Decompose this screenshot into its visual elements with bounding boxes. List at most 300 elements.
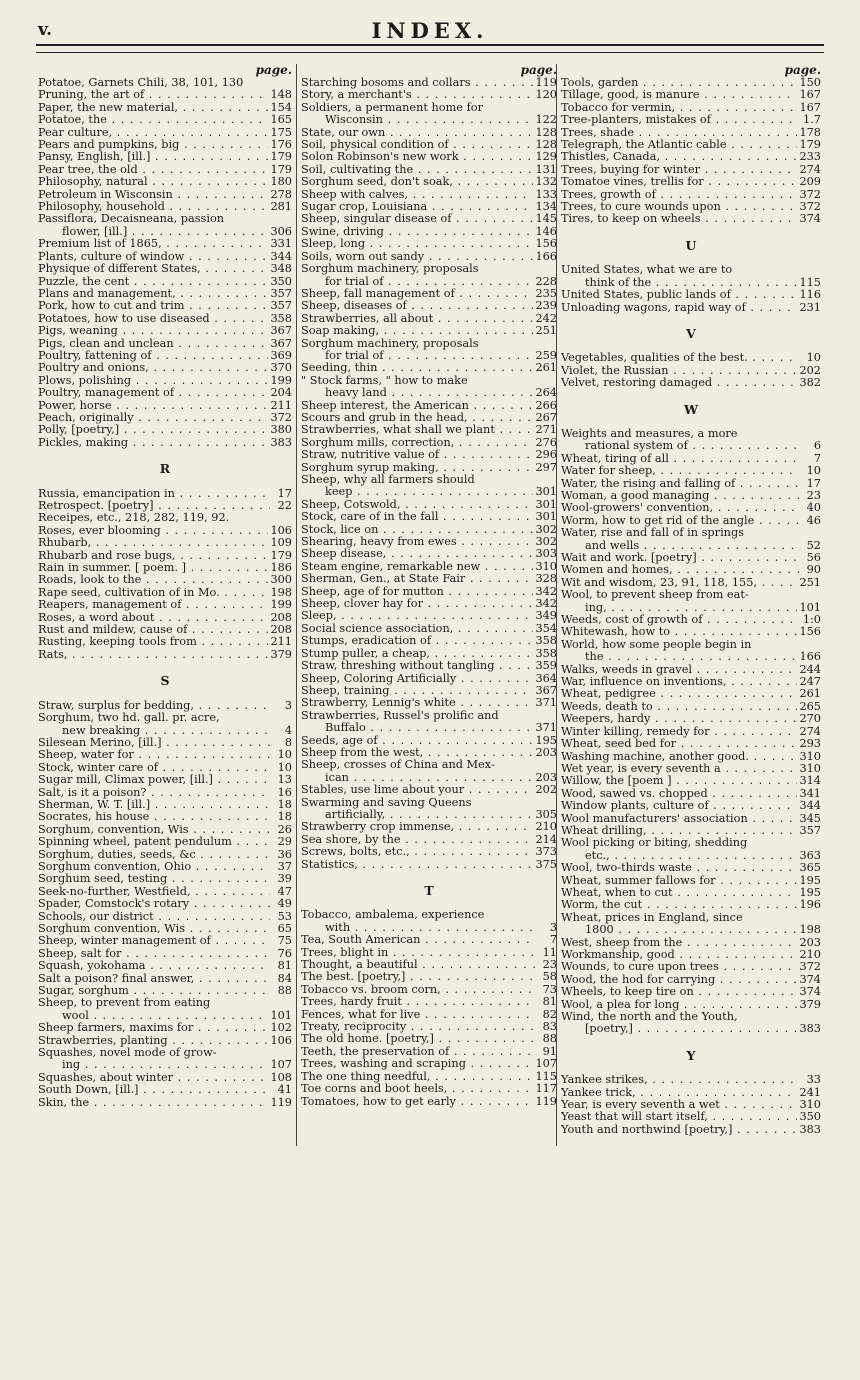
index-entry	[301, 1071, 557, 1083]
entry-page-number: 358	[270, 311, 292, 325]
index-entry	[38, 251, 292, 263]
index-entry-continuation	[561, 850, 821, 862]
entry-page-number: 56	[806, 551, 821, 564]
index-entry-continuation	[561, 1023, 821, 1035]
entry-text: Stock, winter care of . . .	[38, 762, 270, 774]
entry-text: Wood, sawed vs. chopped . . .	[561, 788, 797, 800]
entry-page-number: 199	[270, 598, 292, 612]
index-entry	[561, 176, 821, 188]
entry-text: Stumps, eradication of . . .	[301, 635, 533, 647]
entry-text: Weeds, cost of growth of . . .	[561, 614, 799, 626]
entry-page-number: 214	[535, 832, 557, 846]
entry-text: Sugar crop, Louisiana . . .	[301, 201, 533, 213]
entry-text: Steam engine, remarkable new . . .	[301, 561, 533, 573]
entry-text: Sheep disease, . . .	[301, 548, 533, 560]
entry-page-number: 247	[799, 675, 821, 689]
entry-page-number: 379	[270, 647, 292, 661]
index-entry	[38, 189, 292, 201]
index-entry	[561, 289, 821, 301]
entry-text: Wheat, when to cut . . .	[561, 887, 797, 899]
index-entry	[38, 787, 292, 799]
entry-page-number: 198	[270, 585, 292, 599]
section-letter: Y	[686, 1047, 696, 1063]
index-entry: World, how some people begin in	[561, 637, 752, 651]
entry-text: Wheat, pedigree . . .	[561, 688, 797, 700]
entry-page-number: 251	[799, 575, 821, 589]
index-entry	[301, 164, 557, 176]
entry-page-number: 167	[799, 100, 821, 114]
entry-page-number: 36	[277, 847, 292, 861]
entry-page-number: 3	[284, 698, 292, 712]
entry-page-number: 196	[799, 898, 821, 912]
index-entry-continuation	[561, 277, 821, 289]
entry-page-number: 49	[277, 897, 292, 911]
entry-page-number: 1.7	[803, 113, 821, 127]
entry-text: Premium list of 1865, . . .	[38, 238, 268, 250]
index-entry	[301, 213, 557, 225]
entry-page-number: 372	[799, 187, 821, 201]
entry-page-number: 265	[799, 699, 821, 713]
entry-page-number: 195	[799, 873, 821, 887]
index-entry	[38, 276, 292, 288]
index-entry	[301, 648, 557, 660]
entry-text: Telegraph, the Atlantic cable . . .	[561, 139, 797, 151]
entry-text: Schools, our district . . .	[38, 911, 270, 923]
index-entry-continuation	[301, 722, 557, 734]
entry-text: the . . .	[585, 651, 797, 663]
entry-text: Soil, physical condition of . . .	[301, 139, 533, 151]
entry-page-number: 58	[542, 970, 557, 984]
entry-page-number: 166	[799, 650, 821, 664]
entry-text: Youth and northwind [poetry,] . . .	[561, 1124, 797, 1136]
index-entry: Water, rise and fall of in springs	[561, 526, 744, 540]
entry-page-number: 4	[284, 723, 292, 737]
entry-text: Roses, a word about . . .	[38, 612, 268, 624]
entry-page-number: 29	[277, 835, 292, 849]
index-entry	[38, 799, 292, 811]
entry-page-number: 344	[270, 249, 292, 263]
entry-text: Sugar, sorghum . . .	[38, 985, 270, 997]
index-entry	[38, 238, 292, 250]
entry-page-number: 363	[799, 848, 821, 862]
index-entry	[38, 948, 292, 960]
entry-text: Petroleum in Wisconsin . . .	[38, 189, 268, 201]
entry-page-number: 148	[270, 88, 292, 102]
entry-text: Socrates, his house . . .	[38, 811, 270, 823]
entry-text: Sheep, fall management of . . .	[301, 288, 533, 300]
index-entry	[561, 1087, 821, 1099]
index-entry	[561, 102, 821, 114]
index-entry	[38, 1097, 292, 1109]
entry-text: Sorghum syrup making, . . .	[301, 462, 533, 474]
entry-text: Strawberries, planting . . .	[38, 1035, 268, 1047]
entry-page-number: 23	[542, 958, 557, 972]
entry-text: Wisconsin . . .	[325, 114, 533, 126]
entry-page-number: 210	[535, 820, 557, 834]
entry-page-number: 17	[806, 476, 821, 490]
entry-text: Yankee trick, . . .	[561, 1087, 797, 1099]
entry-text: Sheep, water for . . .	[38, 749, 270, 761]
entry-text: Soap making, . . .	[301, 325, 533, 337]
entry-page-number: 6	[813, 439, 821, 453]
index-entry	[561, 490, 821, 502]
entry-text: Pruning, the art of . . .	[38, 89, 268, 101]
entry-text: Pear tree, the old . . .	[38, 164, 268, 176]
index-entry	[301, 859, 557, 871]
entry-page-number: 259	[535, 348, 557, 362]
entry-page-number: 303	[535, 547, 557, 561]
entry-text: Soils, worn out sandy . . .	[301, 251, 533, 263]
entry-page-number: 369	[270, 348, 292, 362]
entry-text: Trees, washing and scraping . . .	[301, 1058, 533, 1070]
entry-text: Tools, garden . . .	[561, 77, 797, 89]
entry-page-number: 359	[535, 659, 557, 673]
entry-text: Philosophy, natural . . .	[38, 176, 268, 188]
entry-page-number: 281	[270, 200, 292, 214]
index-entry	[301, 1009, 557, 1021]
index-entry	[561, 974, 821, 986]
entry-text: Sleep, long . . .	[301, 238, 533, 250]
index-entry	[38, 774, 292, 786]
entry-page-number: 40	[806, 501, 821, 515]
entry-text: Sheep from the west, . . .	[301, 747, 533, 759]
entry-text: wool . . .	[62, 1010, 268, 1022]
entry-page-number: 242	[535, 311, 557, 325]
index-column-1	[38, 64, 292, 1109]
entry-page-number: 156	[535, 237, 557, 251]
index-entry	[561, 189, 821, 201]
entry-page-number: 371	[535, 696, 557, 710]
entry-text: ing . . .	[62, 1059, 268, 1071]
index-entry	[301, 635, 557, 647]
entry-page-number: 383	[270, 435, 292, 449]
entry-text: The old home. [poetry,] . . .	[301, 1033, 535, 1045]
header-rule-thin	[36, 52, 824, 53]
index-entry	[301, 437, 557, 449]
entry-page-number: 244	[799, 662, 821, 676]
entry-text: Spinning wheel, patent pendulum . . .	[38, 836, 270, 848]
entry-text: Sorghum, convention, Wis . . .	[38, 824, 270, 836]
entry-text: Sheep, diseases of . . .	[301, 300, 533, 312]
index-entry	[301, 561, 557, 573]
entry-page-number: 374	[799, 212, 821, 226]
entry-page-number: 278	[270, 187, 292, 201]
index-entry-continuation	[301, 276, 557, 288]
entry-page-number: 344	[799, 799, 821, 813]
entry-page-number: 180	[270, 175, 292, 189]
entry-text: Rhubarb and rose bugs, . . .	[38, 550, 268, 562]
entry-text: new breaking . . .	[62, 725, 270, 737]
entry-text: Stables, use lime about your . . .	[301, 784, 533, 796]
index-entry	[38, 488, 292, 500]
index-entry: Strawberries, Russel's prolific and	[301, 708, 499, 722]
entry-text: keep . . .	[325, 486, 533, 498]
entry-text: Rain in summer. [ poem. ] . . .	[38, 562, 268, 574]
entry-text: Wheat drilling, . . .	[561, 825, 797, 837]
entry-text: Trees, shade . . .	[561, 127, 797, 139]
entry-text: Reapers, management of . . .	[38, 599, 268, 611]
entry-text: Plows, polishing . . .	[38, 375, 268, 387]
index-entry	[561, 1074, 821, 1086]
entry-page-number: 348	[270, 262, 292, 276]
index-entry	[561, 875, 821, 887]
entry-page-number: 119	[535, 1094, 557, 1108]
index-entry	[561, 1111, 821, 1123]
index-entry	[301, 947, 557, 959]
index-entry: Swarming and saving Queens	[301, 795, 472, 809]
entry-text: Shearing, heavy from ewes . . .	[301, 536, 533, 548]
entry-page-number: 261	[535, 361, 557, 375]
entry-text: Scours and grub in the head, . . .	[301, 412, 533, 424]
index-entry	[38, 861, 292, 873]
index-entry: Tobacco, ambalema, experience	[301, 908, 485, 922]
entry-text: Roses, ever blooming . . .	[38, 525, 268, 537]
entry-page-number: 109	[270, 536, 292, 550]
index-entry	[301, 288, 557, 300]
entry-text: Violet, the Russian . . .	[561, 365, 797, 377]
index-entry	[301, 959, 557, 971]
entry-page-number: 22	[277, 499, 292, 512]
entry-page-number: 204	[270, 386, 292, 400]
index-entry-continuation	[301, 809, 557, 821]
entry-text: Treaty, reciprocity . . .	[301, 1021, 535, 1033]
index-entry	[561, 986, 821, 998]
entry-text: Sugar mill, Climax power, [ill.] . . .	[38, 774, 270, 786]
entry-page-number: 88	[542, 1032, 557, 1046]
entry-page-number: 176	[270, 138, 292, 152]
index-entry	[301, 300, 557, 312]
entry-text: Sheep, clover hay for . . .	[301, 598, 533, 610]
index-entry	[561, 77, 821, 89]
index-entry	[38, 960, 292, 972]
index-entry-continuation	[561, 540, 821, 552]
entry-page-number: 208	[270, 610, 292, 624]
entry-text: Wool-growers' convention, . . .	[561, 502, 799, 514]
entry-page-number: 23	[806, 488, 821, 502]
entry-text: Buffalo . . .	[325, 722, 533, 734]
index-entry	[561, 751, 821, 763]
entry-text: Potatoes, how to use diseased . . .	[38, 313, 268, 325]
entry-page-number: 231	[799, 300, 821, 314]
entry-page-number: 115	[799, 275, 821, 289]
entry-text: Year, is every seventh a wet . . .	[561, 1099, 797, 1111]
index-entry	[38, 873, 292, 885]
index-entry	[38, 624, 292, 636]
entry-page-number: 266	[535, 398, 557, 412]
entry-page-number: 301	[535, 497, 557, 511]
entry-text: Potatoe, the . . .	[38, 114, 268, 126]
index-entry-continuation	[301, 350, 557, 362]
entry-text: Rhubarb, . . .	[38, 537, 268, 549]
entry-text: Wood, the hod for carrying . . .	[561, 974, 797, 986]
index-entry	[38, 824, 292, 836]
entry-page-number: 195	[535, 733, 557, 747]
index-entry	[38, 574, 292, 586]
entry-page-number: 108	[270, 1070, 292, 1084]
entry-text: Roads, look to the . . .	[38, 574, 268, 586]
index-entry	[38, 612, 292, 624]
entry-text: West, sheep from the . . .	[561, 937, 797, 949]
entry-text: Tires, to keep on wheels . . .	[561, 213, 797, 225]
entry-page-number: 10	[806, 464, 821, 478]
index-entry	[561, 201, 821, 213]
entry-page-number: 310	[799, 749, 821, 763]
entry-text: Poultry, fattening of . . .	[38, 350, 268, 362]
entry-text: Wool, a plea for long . . .	[561, 999, 797, 1011]
entry-text: Tomatoes, how to get early . . .	[301, 1096, 533, 1108]
index-entry: Sorghum machinery, proposals	[301, 262, 479, 276]
entry-text: Pear culture, . . .	[38, 127, 268, 139]
entry-text: Sorghum, duties, seeds, &c . . .	[38, 849, 270, 861]
entry-text: Sheep, Coloring Artificially . . .	[301, 673, 533, 685]
section-letter: S	[160, 673, 170, 689]
entry-text: Squash, yokohama . . .	[38, 960, 270, 972]
entry-page-number: 195	[799, 885, 821, 899]
entry-text: Wheat, summer fallows for . . .	[561, 875, 797, 887]
index-entry	[561, 726, 821, 738]
entry-text: etc., . . .	[585, 850, 797, 862]
entry-text: ing, . . .	[585, 602, 797, 614]
entry-page-number: 117	[535, 1082, 557, 1096]
entry-text: Sherman, W. T. [ill.] . . .	[38, 799, 270, 811]
index-entry	[561, 377, 821, 389]
entry-page-number: 301	[535, 485, 557, 499]
entry-page-number: 17	[277, 486, 292, 500]
page-title: INDEX.	[371, 18, 489, 43]
entry-text: Plans and management, . . .	[38, 288, 268, 300]
entry-page-number: 239	[535, 299, 557, 313]
index-entry	[38, 636, 292, 648]
entry-page-number: 129	[535, 150, 557, 164]
index-entry	[301, 846, 557, 858]
entry-page-number: 374	[799, 985, 821, 999]
entry-page-number: 53	[277, 909, 292, 923]
entry-text: Solon Robinson's new work . . .	[301, 151, 533, 163]
entry-text: Seeding, thin . . .	[301, 362, 533, 374]
entry-page-number: 10	[806, 351, 821, 365]
entry-text: Woman, a good managing . . .	[561, 490, 799, 502]
index-entry	[38, 1084, 292, 1096]
entry-text: Rusting, keeping tools from . . .	[38, 636, 268, 648]
page-column-label: page.	[255, 63, 292, 77]
index-entry	[561, 800, 821, 812]
entry-text: Wheels, to keep tire on . . .	[561, 986, 797, 998]
index-entry-continuation	[301, 486, 557, 498]
index-entry	[301, 784, 557, 796]
entry-page-number: 382	[799, 376, 821, 390]
index-entry	[561, 887, 821, 899]
section-letter: V	[686, 325, 696, 341]
index-entry	[561, 365, 821, 377]
entry-text: Yankee strikes, . . .	[561, 1074, 799, 1086]
entry-text: Soil, cultivating the . . .	[301, 164, 533, 176]
entry-page-number: 261	[799, 687, 821, 701]
index-column-3	[556, 64, 821, 1146]
entry-text: Wait and work. [poetry] . . .	[561, 552, 799, 564]
index-entry	[301, 598, 557, 610]
entry-text: Whitewash, how to . . .	[561, 626, 797, 638]
entry-page-number: 367	[535, 683, 557, 697]
index-entry	[38, 139, 292, 151]
entry-text: Pansy, English, [ill.] . . .	[38, 151, 268, 163]
entry-text: Poultry and onions, . . .	[38, 362, 268, 374]
index-entry	[301, 127, 557, 139]
index-entry	[301, 511, 557, 523]
index-entry	[301, 362, 557, 374]
entry-page-number: 73	[542, 982, 557, 996]
entry-page-number: 297	[535, 460, 557, 474]
entry-page-number: 357	[799, 823, 821, 837]
entry-page-number: 211	[270, 635, 292, 649]
entry-text: Starching bosoms and collars . . .	[301, 77, 533, 89]
section-letter: U	[685, 237, 697, 253]
entry-text: Puzzle, the cent . . .	[38, 276, 268, 288]
entry-text: Wool, two-thirds waste . . .	[561, 862, 797, 874]
section-letter: T	[424, 883, 434, 898]
index-entry	[38, 550, 292, 562]
entry-text: Salt a poison? final answer, . . .	[38, 973, 270, 985]
index-entry	[38, 811, 292, 823]
entry-page-number: 276	[535, 435, 557, 449]
entry-text: Straw, nutritive value of . . .	[301, 449, 533, 461]
entry-page-number: 7	[549, 933, 557, 947]
entry-page-number: 81	[542, 995, 557, 1009]
entry-page-number: 300	[270, 573, 292, 587]
index-entry: Sheep, to prevent from eating	[38, 996, 211, 1010]
entry-text: Screws, bolts, etc., . . .	[301, 846, 533, 858]
entry-text: Sorghum mills, correction, . . .	[301, 437, 533, 449]
entry-page-number: 84	[277, 971, 292, 985]
entry-page-number: 209	[799, 175, 821, 189]
entry-page-number: 198	[799, 923, 821, 937]
entry-text: Vegetables, qualities of the best. . . .	[561, 352, 799, 364]
index-entry	[301, 586, 557, 598]
entry-page-number: 202	[799, 363, 821, 377]
index-entry	[38, 350, 292, 362]
index-entry: United States, what we are to	[561, 263, 733, 277]
entry-page-number: 132	[535, 175, 557, 189]
entry-text: Swine, driving . . .	[301, 226, 533, 238]
entry-page-number: 101	[270, 1008, 292, 1022]
index-entry	[38, 412, 292, 424]
entry-page-number: 115	[535, 1069, 557, 1083]
entry-page-number: 106	[270, 1033, 292, 1047]
entry-text: Wet year, is every seventh a . . .	[561, 763, 797, 775]
entry-text: Sheep farmers, maxims for . . .	[38, 1022, 268, 1034]
entry-text: Window plants, culture of . . .	[561, 800, 797, 812]
section-letter: W	[683, 401, 699, 417]
entry-page-number: 271	[535, 423, 557, 437]
index-entry: Receipes, etc., 218, 282, 119, 92.	[38, 511, 230, 525]
entry-text: Seek-no-further, Westfield, . . .	[38, 886, 270, 898]
index-entry	[301, 1096, 557, 1108]
entry-page-number: 134	[535, 200, 557, 214]
entry-page-number: 8	[284, 735, 292, 749]
index-entry	[38, 263, 292, 275]
entry-page-number: 18	[277, 810, 292, 824]
entry-text: Sorghum convention, Ohio . . .	[38, 861, 270, 873]
entry-text: Pickles, making . . .	[38, 437, 268, 449]
index-entry	[38, 973, 292, 985]
index-entry	[38, 599, 292, 611]
entry-text: flower, [ill.] . . .	[62, 226, 268, 238]
entry-text: Straw, surplus for bedding, . . .	[38, 700, 270, 712]
index-entry	[38, 1022, 292, 1034]
index-entry	[38, 562, 292, 574]
entry-page-number: 46	[806, 513, 821, 527]
index-entry	[38, 375, 292, 387]
entry-page-number: 370	[270, 361, 292, 375]
